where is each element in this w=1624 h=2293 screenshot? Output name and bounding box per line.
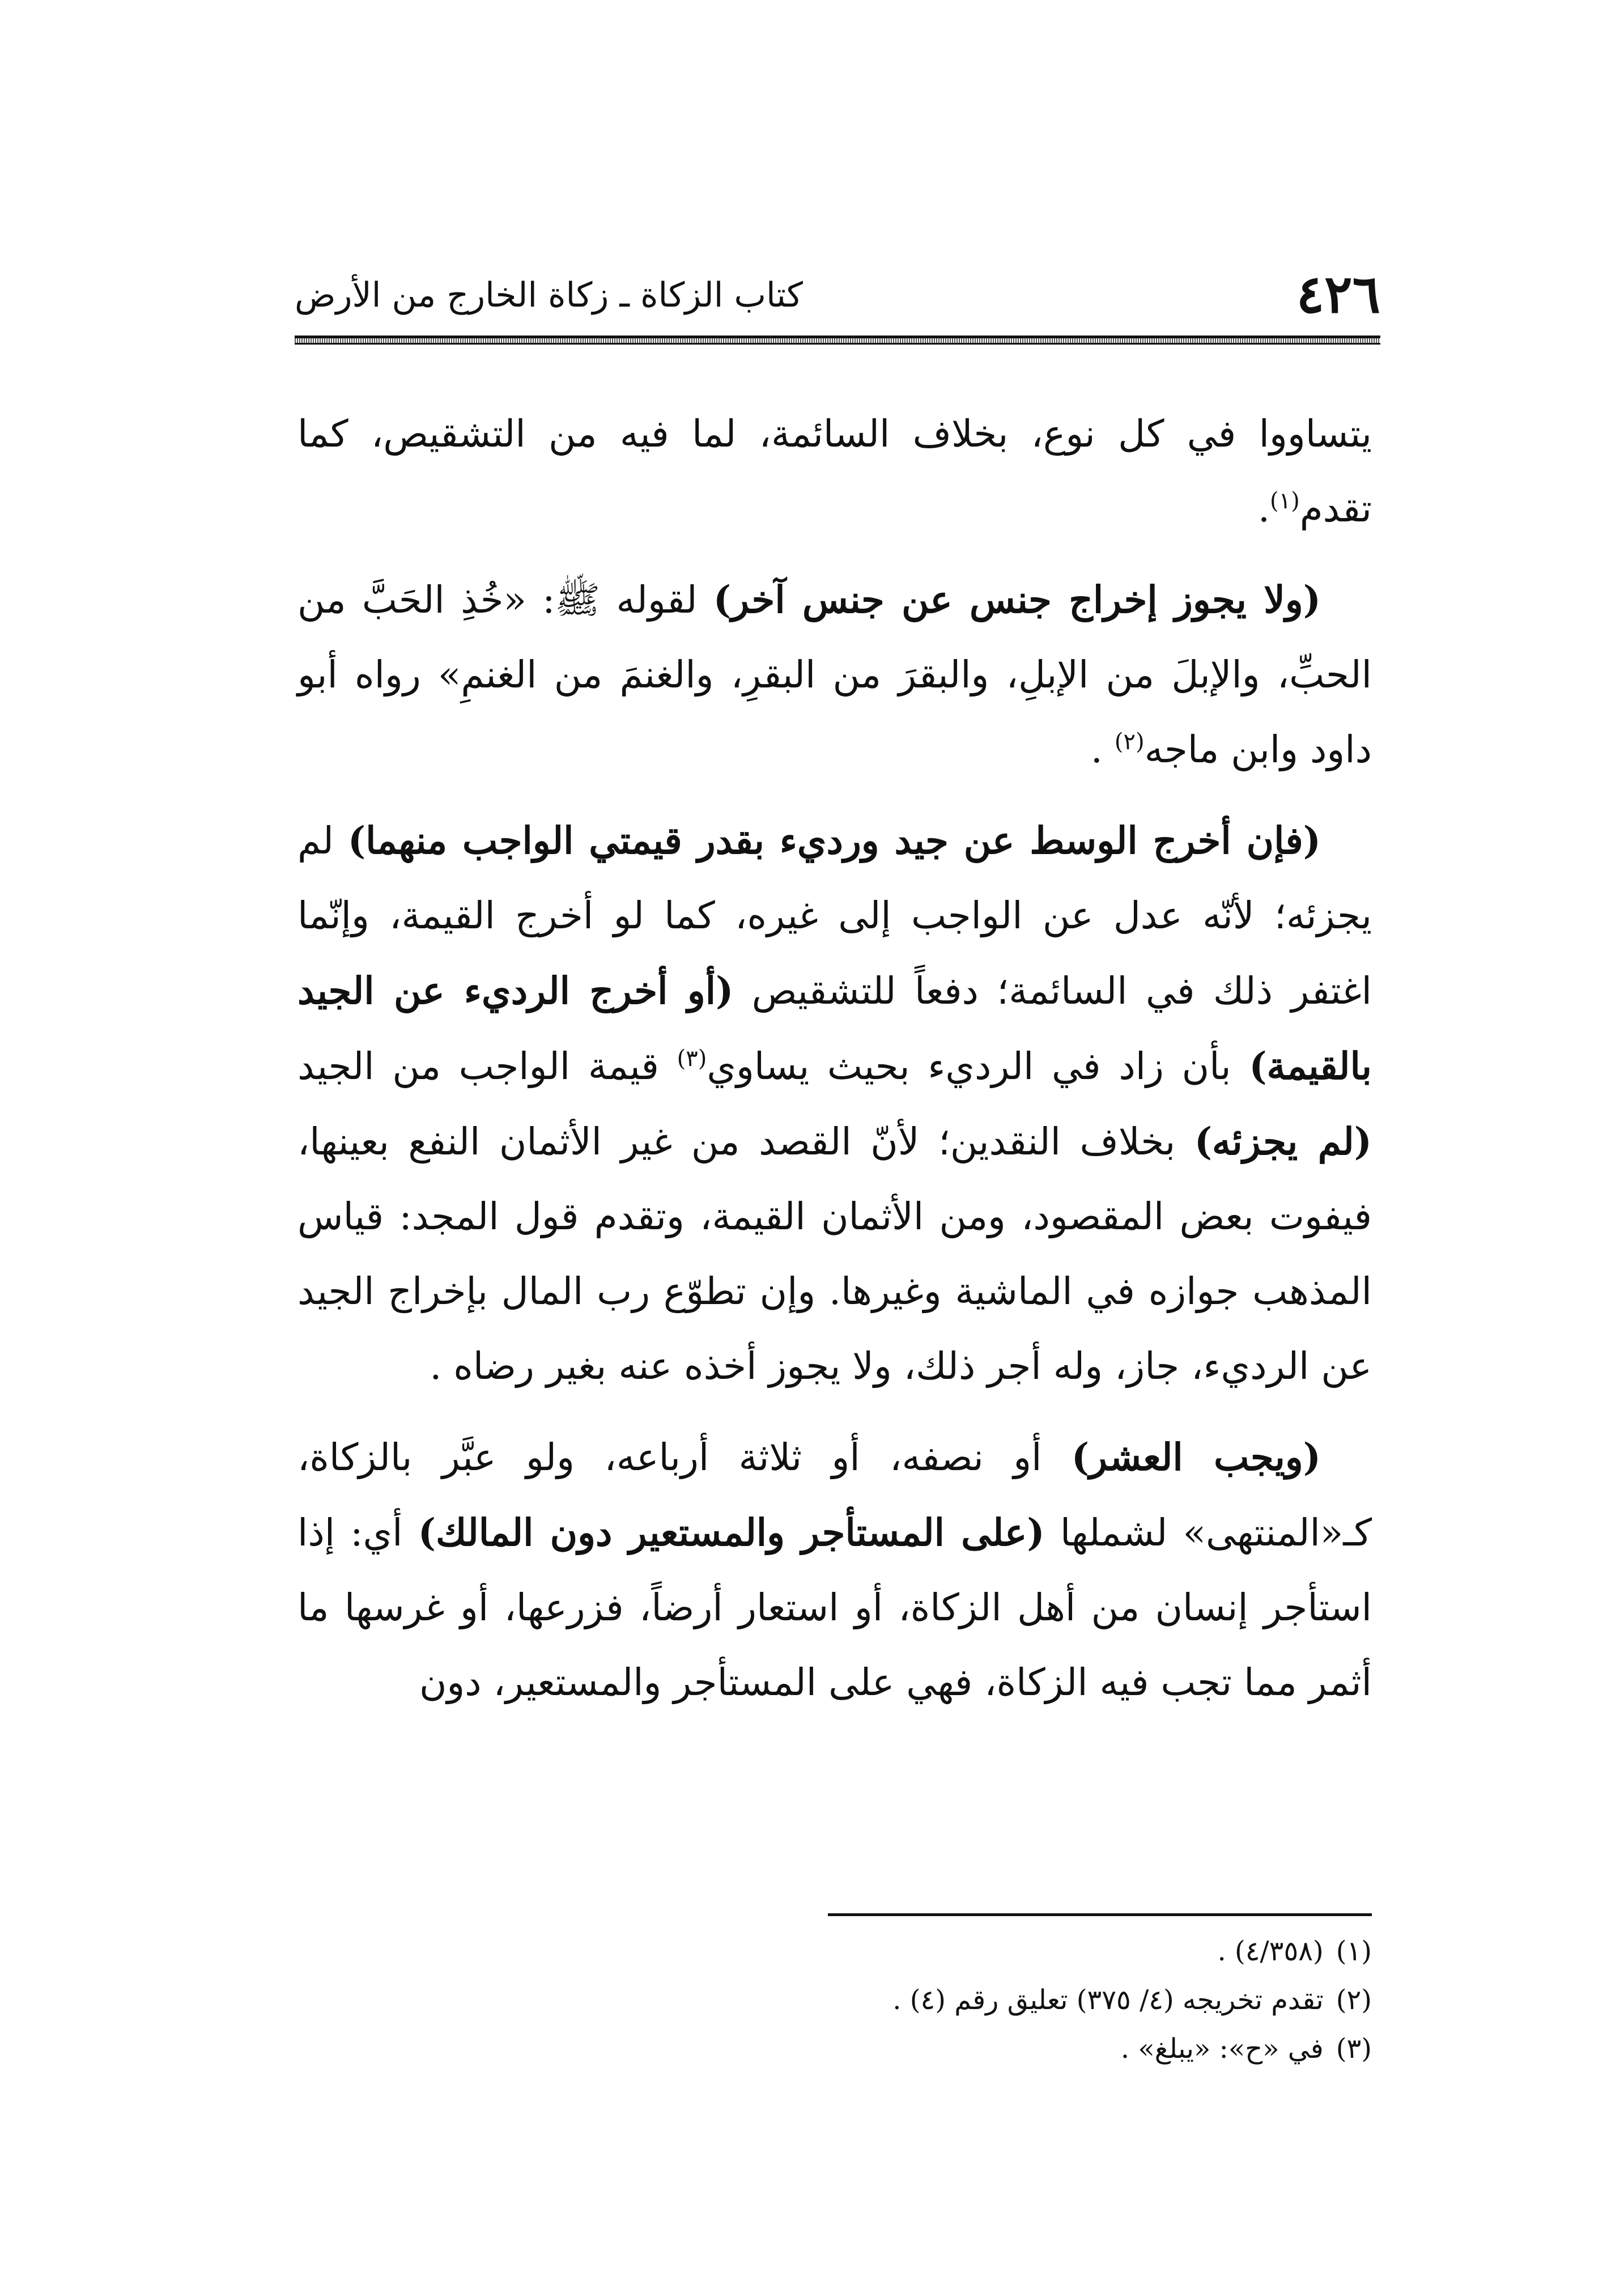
matn-text: (ويجب العشر) xyxy=(1071,1435,1321,1479)
paragraph-4 xyxy=(297,1420,1372,1720)
footnote-1 xyxy=(297,1927,1372,1976)
footnote-number: (٣) xyxy=(1336,2033,1372,2065)
footnote-divider xyxy=(828,1913,1372,1916)
footnote-ref-2[interactable]: (٢) xyxy=(1114,729,1145,755)
footnote-text: في «ح»: «يبلغ» . xyxy=(1120,2033,1324,2065)
paragraph-text: أو نصفه، أو ثلاثة أرباعه، ولو عبَّر بالزكاة، كـ«المنتهى» لشملها xyxy=(297,1436,1372,1555)
paragraph-end: . xyxy=(1090,728,1115,771)
paragraph-2 xyxy=(297,562,1372,787)
footnote-2 xyxy=(297,1976,1372,2024)
footnote-text: تقدم تخريجه (٤/ ٣٧٥) تعليق رقم (٤) . xyxy=(892,1984,1324,2016)
matn-text: (على المستأجر والمستعير دون المالك) xyxy=(418,1510,1045,1555)
page-header xyxy=(295,264,1380,337)
footnote-text: (٤/٣٥٨) . xyxy=(1217,1935,1324,1967)
matn-text: (ولا يجوز إخراج جنس عن جنس آخر) xyxy=(713,578,1321,622)
matn-text: (فإن أخرج الوسط عن جيد ورديء بقدر قيمتي الواجب منهما) xyxy=(347,818,1321,863)
running-title: كتاب الزكاة ـ زكاة الخارج من الأرض xyxy=(295,275,803,315)
paragraph-1 xyxy=(297,397,1372,546)
paragraph-text: يتساووا في كل نوع، بخلاف السائمة، لما فيه من التشقيص، كما تقدم xyxy=(297,412,1372,530)
footnotes xyxy=(297,1927,1372,2073)
footnote-ref-1[interactable]: (١) xyxy=(1270,488,1300,514)
footnote-number: (٢) xyxy=(1336,1984,1372,2016)
footnote-ref-3[interactable]: (٣) xyxy=(677,1046,707,1072)
matn-text: (أو أخرج الرديء عن الجيد بالقيمة) xyxy=(297,969,1372,1088)
paragraph-3 xyxy=(297,803,1372,1404)
main-text xyxy=(297,397,1372,1736)
header-divider xyxy=(295,336,1380,345)
paragraph-end: . xyxy=(1258,487,1270,530)
footnote-number: (١) xyxy=(1336,1935,1372,1967)
matn-text: (لم يجزئه) xyxy=(1194,1119,1372,1164)
paragraph-text: بأن زاد في الرديء بحيث يساوي xyxy=(707,1044,1249,1088)
paragraph-text: أي: إذا استأجر إنسان من أهل الزكاة، أو استعار أرضاً، فزرعها، أو غرسها ما أثمر مما تجب فيه الزكاة، فهي على المستأجر والمستعير، دون xyxy=(297,1511,1372,1704)
paragraph-text: بخلاف النقدين؛ لأنّ القصد من غير الأثمان النفع بعينها، فيفوت بعض المقصود، ومن الأثمان القيمة، وتقدم قول المجد: قياس المذهب جوازه في الماشية وغيرها. وإن تطوّع رب المال بإخراج الجيد عن الرديء، جاز، وله أجر ذلك، ولا يجوز أخذه عنه بغير رضاه . xyxy=(297,1120,1372,1388)
paragraph-text: قيمة الواجب من الجيد xyxy=(297,1044,677,1088)
paragraph-text: لقوله ﷺ: «خُذِ الحَبَّ من الحبِّ، والإبلَ من الإبلِ، والبقرَ من البقرِ، والغنمَ من الغنمِ» رواه أبو داود وابن ماجه xyxy=(297,578,1372,771)
footnote-3 xyxy=(297,2024,1372,2073)
page-number: ٤٢٦ xyxy=(1296,264,1380,325)
paragraph-text: لم يجزئه؛ لأنّه عدل عن الواجب إلى غيره، كما لو أخرج القيمة، وإنّما اغتفر ذلك في السائمة؛ دفعاً للتشقيص xyxy=(297,819,1372,1013)
